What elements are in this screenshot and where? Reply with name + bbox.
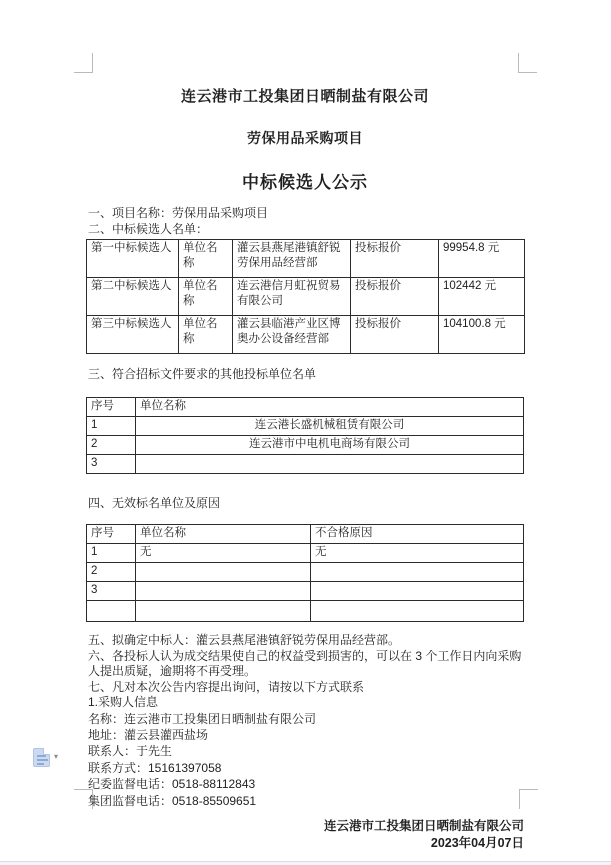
invalid-company: [136, 582, 311, 601]
candidate-price-label: 投标报价: [351, 240, 439, 278]
candidate-price-label: 投标报价: [351, 278, 439, 316]
section-inquiry-contact: 七、凡对本次公告内容提出询问，请按以下方式联系: [88, 679, 365, 694]
contact-name: 名称：连云港市工投集团日晒制盐有限公司: [88, 711, 317, 726]
bidder-company: 连云港市中电机电商场有限公司: [136, 435, 524, 454]
table-row: [87, 454, 524, 473]
contact-phone: 联系方式：15161397058: [88, 760, 222, 775]
invalid-company: 无: [136, 544, 311, 563]
section-candidates-list-label: 二、中标候选人名单：: [88, 221, 209, 236]
window-edge-strip: [0, 861, 611, 865]
contact-discipline-phone: 纪委监督电话：0518-88112843: [88, 777, 256, 792]
bidder-no: 2: [87, 435, 136, 454]
invalid-no: 1: [87, 544, 136, 563]
invalid-reason: 无: [311, 544, 524, 563]
candidate-name-label: 单位名称: [179, 240, 233, 278]
candidate-price: 104100.8 元: [439, 316, 525, 354]
candidate-price-label: 投标报价: [351, 316, 439, 354]
invalid-reason: [311, 582, 524, 601]
candidate-rank: 第一中标候选人: [87, 240, 179, 278]
header-no: 序号: [87, 397, 136, 416]
other-bidders-table: [86, 397, 524, 474]
signature-date: 2023年04月07日: [430, 835, 524, 850]
table-row: [87, 240, 525, 278]
candidate-name-label: 单位名称: [179, 316, 233, 354]
candidate-name-label: 单位名称: [179, 278, 233, 316]
invalid-company: [136, 601, 311, 622]
invalid-reason: [311, 563, 524, 582]
candidate-price: 102442 元: [439, 278, 525, 316]
invalid-company: [136, 563, 311, 582]
candidate-company: 灌云县燕尾港镇舒锐劳保用品经营部: [233, 240, 351, 278]
section-purchaser-info-label: 1.采购人信息: [88, 695, 159, 709]
contact-person: 联系人：于先生: [88, 744, 173, 759]
header-reason: 不合格原因: [311, 525, 524, 544]
candidate-company: 连云港信月虹祝贸易有限公司: [233, 278, 351, 316]
paste-options-button[interactable]: [33, 746, 69, 768]
table-row: [87, 416, 524, 435]
title-project: 劳保用品采购项目: [247, 130, 363, 146]
invalid-reason: [311, 601, 524, 622]
signature-block: [86, 818, 524, 852]
title-company: 连云港市工投集团日晒制盐有限公司: [180, 88, 429, 105]
bidder-company: [136, 454, 524, 473]
table-row: [87, 278, 525, 316]
table-row: [87, 544, 524, 563]
chevron-down-icon: ▾: [54, 752, 59, 761]
table-row: [87, 563, 524, 582]
section-objection-notice: 六、各投标人认为成交结果使自己的权益受到损害的，可以在 3 个工作日内向采购人提出质疑，逾期将不再受理。: [88, 648, 522, 678]
header-no: 序号: [87, 525, 136, 544]
table-row: [87, 582, 524, 601]
table-header-row: [87, 397, 524, 416]
section-invalid-bids: 四、无效标名单位及原因: [88, 495, 221, 510]
candidate-rank: 第三中标候选人: [87, 316, 179, 354]
invalid-bids-table: [86, 524, 524, 622]
invalid-no: 2: [87, 563, 136, 582]
candidate-company: 灌云县临港产业区博奥办公设备经营部: [233, 316, 351, 354]
header-company: 单位名称: [136, 525, 311, 544]
section-other-bidders: 三、符合招标文件要求的其他投标单位名单: [88, 367, 317, 381]
header-company: 单位名称: [136, 397, 524, 416]
table-header-row: [87, 525, 524, 544]
candidate-price: 99954.8 元: [439, 240, 525, 278]
table-row: [87, 601, 524, 622]
invalid-no: 3: [87, 582, 136, 601]
table-row: [87, 316, 525, 354]
crop-mark-top-left: [74, 53, 93, 73]
section-project-name: 一、项目名称：劳保用品采购项目: [88, 206, 269, 220]
table-row: [87, 435, 524, 454]
contact-info: [86, 711, 524, 809]
contact-group-phone: 集团监督电话：0518-85509651: [88, 793, 257, 808]
title-announcement: 中标候选人公示: [242, 173, 368, 192]
document-content: [86, 80, 524, 852]
contact-address: 地址：灌云县灌西盐场: [88, 727, 209, 742]
candidates-table: [86, 239, 525, 354]
invalid-no: [87, 601, 136, 622]
bidder-no: 3: [87, 454, 136, 473]
crop-mark-top-right: [518, 53, 537, 73]
paste-options-icon: [33, 748, 50, 767]
signature-company: 连云港市工投集团日晒制盐有限公司: [323, 818, 524, 833]
section-awarded-bidder: 五、拟确定中标人：灌云县燕尾港镇舒锐劳保用品经营部。: [88, 633, 401, 647]
bidder-no: 1: [87, 416, 136, 435]
bidder-company: 连云港长盛机械租赁有限公司: [136, 416, 524, 435]
candidate-rank: 第二中标候选人: [87, 278, 179, 316]
